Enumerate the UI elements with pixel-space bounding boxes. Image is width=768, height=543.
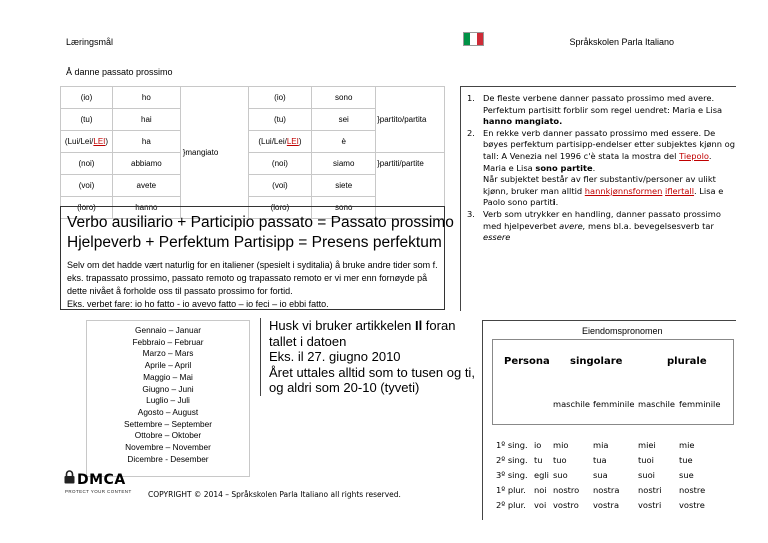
dmca-tagline: PROTECT YOUR CONTENT <box>65 489 132 494</box>
month-item: Giugno – Juni <box>142 383 194 394</box>
dmca-badge[interactable] <box>60 470 140 498</box>
pronoun-cell: (io) <box>248 87 312 109</box>
rule-item: 3. Verb som utrykker en handling, danner passato prossimo med hjelpeverbet avere, mens bl.a. bevegelsesverb tar essere <box>467 208 721 243</box>
avere-form-cell: ho <box>112 87 180 109</box>
formula-norwegian: Hjelpeverb + Perfektum Partisipp = Presens perfektum <box>67 234 442 251</box>
table-row <box>61 87 445 109</box>
avere-form-cell: hai <box>112 109 180 131</box>
month-item: Agosto – August <box>137 406 199 417</box>
col-header: maschile <box>553 399 591 409</box>
formula-box <box>60 206 454 310</box>
month-item: Maggio – Mai <box>143 371 193 382</box>
formula-italian: Verbo ausiliario + Participio passato = Passato prossimo <box>67 214 454 231</box>
formula-example: Eks. verbet fare: io ho fatto - io avevo fatto – io feci – io ebbi fatto. <box>67 299 329 309</box>
pronoun-cell: (tu) <box>248 109 312 131</box>
verb-conjugation-table <box>60 86 445 219</box>
mangiato-cell: }mangiato <box>180 87 248 219</box>
essere-form-cell: è <box>312 131 376 153</box>
dmca-word: DMCA <box>77 472 126 488</box>
month-item: Dicembre - Desember <box>127 453 209 464</box>
partiti-cell: }partiti/partite <box>376 153 445 219</box>
lock-icon <box>64 470 75 484</box>
essere-form-cell: sei <box>312 109 376 131</box>
essere-form-cell: sono <box>312 87 376 109</box>
pronoun-cell: (Lui/Lei/LEI) <box>61 131 113 153</box>
essere-form-cell: siete <box>312 175 376 197</box>
col-header: maschile <box>638 399 676 409</box>
month-item: Settembre – September <box>123 418 213 429</box>
essere-form-cell: sono <box>312 197 376 219</box>
pronoun-cell: (voi) <box>61 175 113 197</box>
pronoun-cell: (noi) <box>61 153 113 175</box>
months-box <box>86 320 250 477</box>
avere-form-cell: avete <box>112 175 180 197</box>
rules-list <box>460 86 736 311</box>
essere-form-cell: siamo <box>312 153 376 175</box>
possessive-title: Eiendomspronomen <box>582 326 663 336</box>
pronoun-cell: (loro) <box>61 197 113 219</box>
avere-form-cell: abbiamo <box>112 153 180 175</box>
pronoun-cell: (voi) <box>248 175 312 197</box>
header-school-name: Språkskolen Parla Italiano <box>569 37 674 47</box>
month-item: Febbraio – Februar <box>132 336 204 347</box>
month-item: Marzo – Mars <box>142 348 194 359</box>
month-item: Luglio – Juli <box>146 395 190 406</box>
pronoun-cell: (tu) <box>61 109 113 131</box>
rule-item: 1. De fleste verbene danner passato prossimo med avere. Perfektum partisitt forblir som regel uendret: Maria e Lisa hanno mangiato. <box>467 93 723 127</box>
italian-flag-icon <box>463 32 484 46</box>
month-item: Gennaio – Januar <box>135 325 201 335</box>
persona-header: Persona <box>504 356 550 367</box>
pronoun-cell: (noi) <box>248 153 312 175</box>
singolare-header: singolare <box>570 356 623 367</box>
header-title: Læringsmål <box>66 37 114 47</box>
page-subtitle: Å danne passato prossimo <box>66 67 173 77</box>
pronoun-cell: (io) <box>61 87 113 109</box>
month-item: Aprile – April <box>144 360 192 371</box>
formula-explanation: Selv om det hadde vært naturlig for en italiener (spesielt i syditalia) å bruke andre tider som f. eks. trapassato prossimo, passato remoto og trapassato remoto er vi mer enn fornøyde på dette nivået å forholde oss til passato prossimo for fortid. <box>67 260 438 296</box>
avere-form-cell: hanno <box>112 197 180 219</box>
pronoun-cell: (Lui/Lei/LEI) <box>248 131 312 153</box>
col-header: femminile <box>679 399 721 409</box>
copyright-text: COPYRIGHT © 2014 – Språkskolen Parla Italiano all rights reserved. <box>148 490 401 499</box>
col-header: femminile <box>593 399 635 409</box>
pronoun-cell: (loro) <box>248 197 312 219</box>
date-note: Husk vi bruker artikkelen Il foran tallet i datoen Eks. il 27. giugno 2010 Året uttales alltid som to tusen og ti, og aldri som 20-10 (tyveti) <box>260 318 476 396</box>
table-row <box>61 153 445 175</box>
month-item: Novembre – November <box>125 442 211 453</box>
possessive-header-box <box>492 339 734 425</box>
avere-form-cell: ha <box>112 131 180 153</box>
plurale-header: plurale <box>667 356 707 367</box>
rule-item: 2. En rekke verb danner passato prossimo med essere. De bøyes perfektum partisipp-endelser etter subjektes kjønn og tall: A Venezia nel 1996 c'è stata la mostra del Tiepolo. Maria e Lisa sono partite. Når subjektet består av fler substantiv/personer av ulikt kjønn, bruker man alltid hannkjønnsformen iflertall. Lisa e Paolo sono partiti. <box>467 127 735 208</box>
partito-cell: }partito/partita <box>376 87 445 153</box>
month-item: Ottobre – Oktober <box>134 430 202 441</box>
